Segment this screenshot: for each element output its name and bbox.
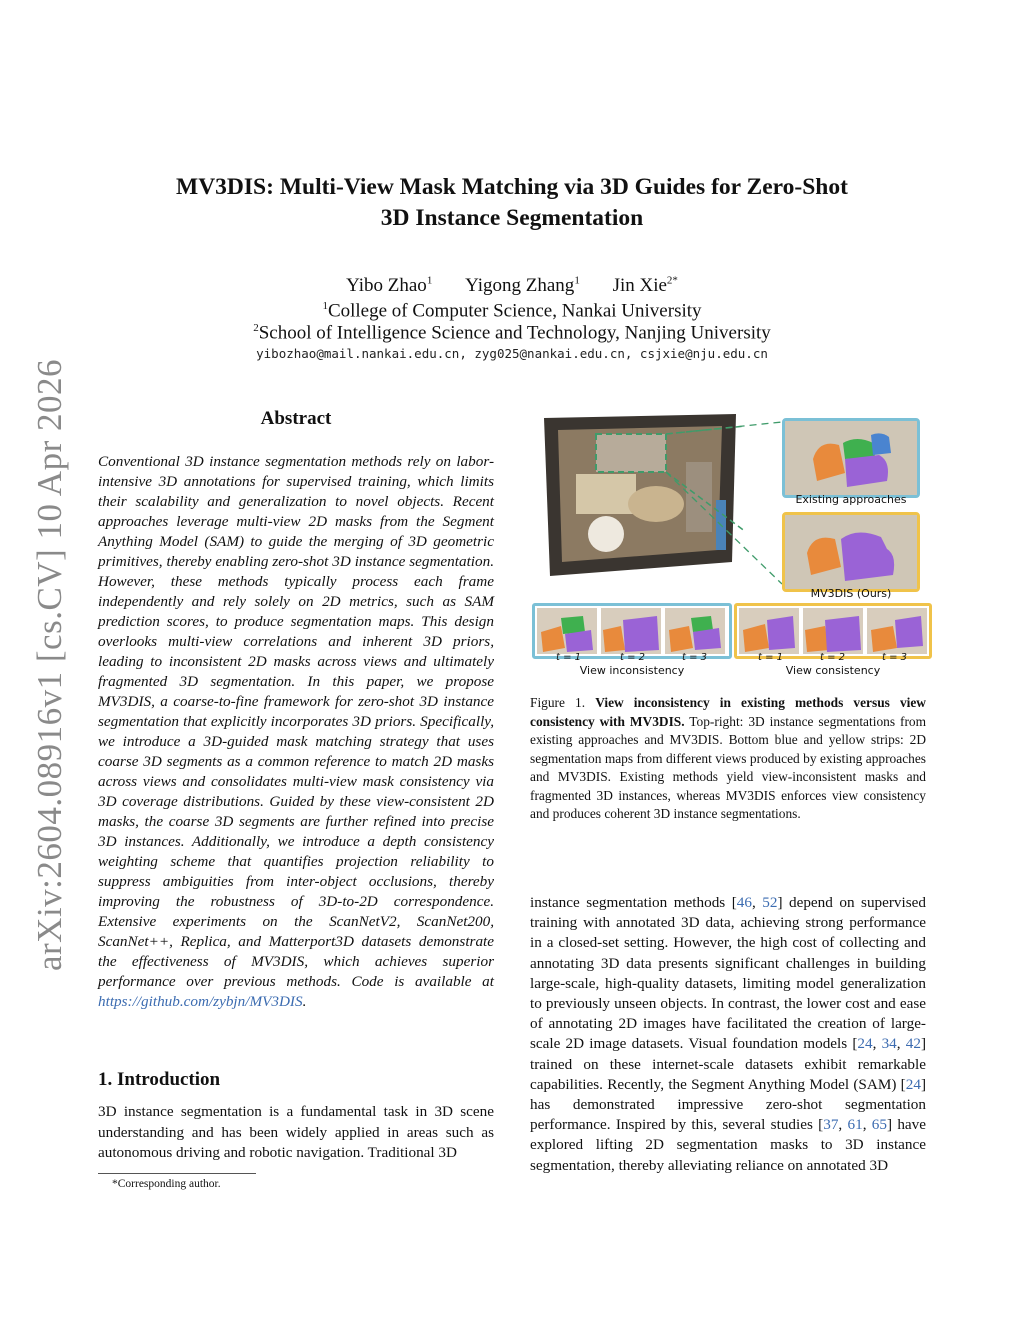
abstract-body: Conventional 3D instance segmentation methods rely on labor-intensive 3D annotations for supervised training, which limits their scalability and generalization to novel objects. Recent approaches leverage multi-view 2D masks from the Segment Anything Model (SAM) to guide the merging of 3D geometric primitives, thereby enabling zero-shot 3D instance segmentation. However, these methods typically process each frame independently and rely solely on 2D metrics, such as SAM prediction scores, to produce segmentation maps. This design overlooks multi-view correlations and inherent 3D priors, leading to inconsistent 2D masks across views and ultimately fragmented 3D segmentation. In this paper, we propose MV3DIS, a coarse-to-fine framework for zero-shot 3D instance segmentation that explicitly incorporates 3D priors. Specifically, we introduce a 3D-guided mask matching strategy that uses coarse 3D segments as a common reference to match 2D masks across views and consolidates multi-view mask consistency via 3D coverage distributions. Guided by these view-consistent 2D masks, the coarse 3D segments are further refined into precise 3D instances. Additionally, we introduce a depth consistency weighting scheme that quantifies projection reliability to suppress ambiguities from inter-object occlusions, thereby improving the robustness of 3D-to-2D correspondence. Extensive experiments on the ScanNetV2, ScanNet200, ScanNet++, Replica, and Matterport3D datasets demonstrate the effectiveness of MV3DIS, which achieves superior performance over previous methods. Code is available at https://github.com/zybjn/MV3DIS. — [98, 453, 494, 1010]
label-mv3dis-ours: MV3DIS (Ours) — [810, 587, 892, 600]
citation-link[interactable]: 34 — [881, 1035, 897, 1053]
caption-rest: Top-right: 3D instance segmentations from existing approaches and MV3DIS. Bottom blue and yellow strips: 2D segmentation maps from different views produced by existing approaches and MV3DIS. Existing methods yield view-inconsistent masks and fragmented 3D instances, whereas MV3DIS enforces view consistency and produces coherent 3D instance segmentations. — [530, 713, 927, 821]
footnote-rule — [98, 1173, 256, 1174]
view-tile — [665, 608, 725, 654]
citation-link[interactable]: 46 — [736, 894, 752, 911]
text-run: ] have explored lifting 2D segmentation masks to 3D instance segmentation, thereby alleviating reliance on annotated 3D — [530, 1116, 927, 1174]
text-run: ] has demonstrated impressive zero-shot segmentation performance. Inspired by this, several studies [ — [530, 1075, 926, 1134]
text-run: , — [896, 1035, 906, 1053]
caption-prefix: Figure 1. — [530, 695, 586, 710]
citation-link[interactable]: 24 — [857, 1035, 873, 1053]
view-tile — [601, 608, 661, 654]
title-line-1: MV3DIS: Multi-View Mask Matching via 3D Guides for Zero-Shot — [176, 174, 848, 200]
t-label: t = 2 — [820, 652, 846, 663]
code-link[interactable]: https://github.com/zybjn/MV3DIS — [98, 993, 303, 1010]
citation-link[interactable]: 42 — [905, 1035, 921, 1053]
author-name: Yibo Zhao — [346, 275, 427, 297]
caption-bold: View inconsistency in existing methods versus view consistency with MV3DIS. — [530, 695, 926, 729]
view-inconsistency-strip — [532, 603, 732, 659]
affiliation-sup: 1 — [322, 300, 328, 312]
author-sup: 1 — [574, 275, 580, 287]
room-reconstruction-image — [536, 412, 744, 580]
citation-link[interactable]: 37 — [823, 1116, 839, 1134]
intro-paragraph-continued — [530, 893, 926, 1176]
t-label: t = 3 — [682, 652, 708, 663]
strip-label-inconsistency: View inconsistency — [579, 664, 685, 677]
citation-link[interactable]: 52 — [762, 894, 778, 911]
text-run: , — [838, 1116, 848, 1134]
affiliation — [120, 317, 904, 344]
citation-link[interactable]: 65 — [871, 1116, 887, 1134]
abstract-text: Conventional 3D instance segmentation methods rely on labor-intensive 3D annotations for supervised training, which limits their scalability and generalization to novel objects. Recent approaches leverage multi-view 2D masks from the Segment Anything Model (SAM) to guide the merging of 3D geometric primitives, thereby enabling zero-shot 3D instance segmentation. However, these methods typically process each frame independently and rely solely on 2D metrics, such as SAM prediction scores, to produce segmentation maps. This design overlooks multi-view correlations and inherent 3D priors, leading to inconsistent 2D masks across views and ultimately fragmented 3D segmentation. In this paper, we propose MV3DIS, a coarse-to-fine framework for zero-shot 3D instance segmentation that explicitly incorporates 3D priors. Specifically, we introduce a 3D-guided mask matching strategy that uses coarse 3D segments as a common reference to match 2D masks across views and consolidates multi-view mask consistency via 3D coverage distributions. Guided by these view-consistent 2D masks, the coarse 3D segments are further refined into precise 3D instances. Additionally, we introduce a depth consistency weighting scheme that quantifies projection reliability to suppress ambiguities from inter-object occlusions, thereby improving the robustness of 3D-to-2D correspondence. Extensive experiments on the ScanNetV2, ScanNet200, ScanNet++, Replica, and Matterport3D datasets demonstrate the effectiveness of MV3DIS, which achieves superior performance over previous methods. Code is available at — [98, 453, 494, 990]
strip-label-consistency: View consistency — [785, 664, 881, 677]
title-line-2: 3D Instance Segmentation — [380, 205, 644, 231]
arxiv-stamp — [30, 358, 70, 972]
text-run: , — [872, 1035, 882, 1053]
label-existing-approaches: Existing approaches — [795, 493, 907, 506]
text-run: instance segmentation methods [ — [530, 894, 737, 911]
affiliation-text: School of Intelligence Science and Technology, Nanjing University — [258, 322, 771, 344]
citation-link[interactable]: 24 — [905, 1075, 921, 1093]
t-label: t = 3 — [882, 652, 908, 663]
citation-link[interactable]: 61 — [847, 1116, 863, 1134]
affiliation-sup: 2 — [253, 322, 259, 334]
view-tile — [739, 608, 799, 654]
author-name: Jin Xie — [612, 275, 667, 297]
author — [465, 275, 580, 296]
abstract-heading: Abstract — [260, 408, 332, 429]
existing-approaches-image — [782, 418, 920, 498]
intro-paragraph: 3D instance segmentation is a fundamental task in 3D scene understanding and has been widely applied in areas such as autonomous driving and robotic navigation. Traditional 3D — [98, 1103, 494, 1161]
figure-1 — [530, 408, 930, 678]
text-run: ] depend on supervised training with annotated 3D data, achieving strong performance in a closed-set setting. However, the high cost of collecting and annotating 3D data presents significant challenges in building large-scale, high-quality datasets, limiting model generalization to previously unseen objects. In contrast, the lower cost and ease of annotating 2D images have facilitated the creation of large-scale 2D image datasets. Visual foundation models [ — [530, 894, 926, 1053]
affiliation-text: College of Computer Science, Nankai University — [327, 300, 702, 322]
author-name: Yigong Zhang — [465, 275, 575, 297]
view-tile — [867, 608, 927, 654]
section-heading-introduction: 1. Introduction — [98, 1069, 221, 1090]
t-label: t = 1 — [758, 652, 784, 663]
author-sup: 2* — [666, 275, 678, 287]
text-run: , — [862, 1116, 872, 1134]
figure-1-caption — [530, 694, 926, 824]
paper-title — [120, 172, 904, 234]
view-tile — [537, 608, 597, 654]
text-run: ] trained on these internet-scale datasets exhibit remarkable capabilities. Recently, the Segment Anything Model (SAM) [ — [530, 1035, 926, 1093]
view-tile — [803, 608, 863, 654]
author-list — [120, 270, 904, 297]
text-run: , — [751, 894, 763, 911]
arxiv-stamp-text: arXiv:2604.08916v1 [cs.CV] 10 Apr 2026 — [30, 358, 69, 972]
author — [613, 275, 678, 296]
t-label: t = 2 — [620, 652, 646, 663]
view-consistency-strip — [734, 603, 932, 659]
footnote: *Corresponding author. — [112, 1178, 221, 1190]
author-emails: yibozhao@mail.nankai.edu.cn, zyg025@nankai.edu.cn, csjxie@nju.edu.cn — [256, 346, 768, 361]
mv3dis-image — [782, 512, 920, 592]
author — [346, 275, 432, 296]
author-sup: 1 — [426, 275, 433, 287]
t-label: t = 1 — [556, 652, 582, 663]
